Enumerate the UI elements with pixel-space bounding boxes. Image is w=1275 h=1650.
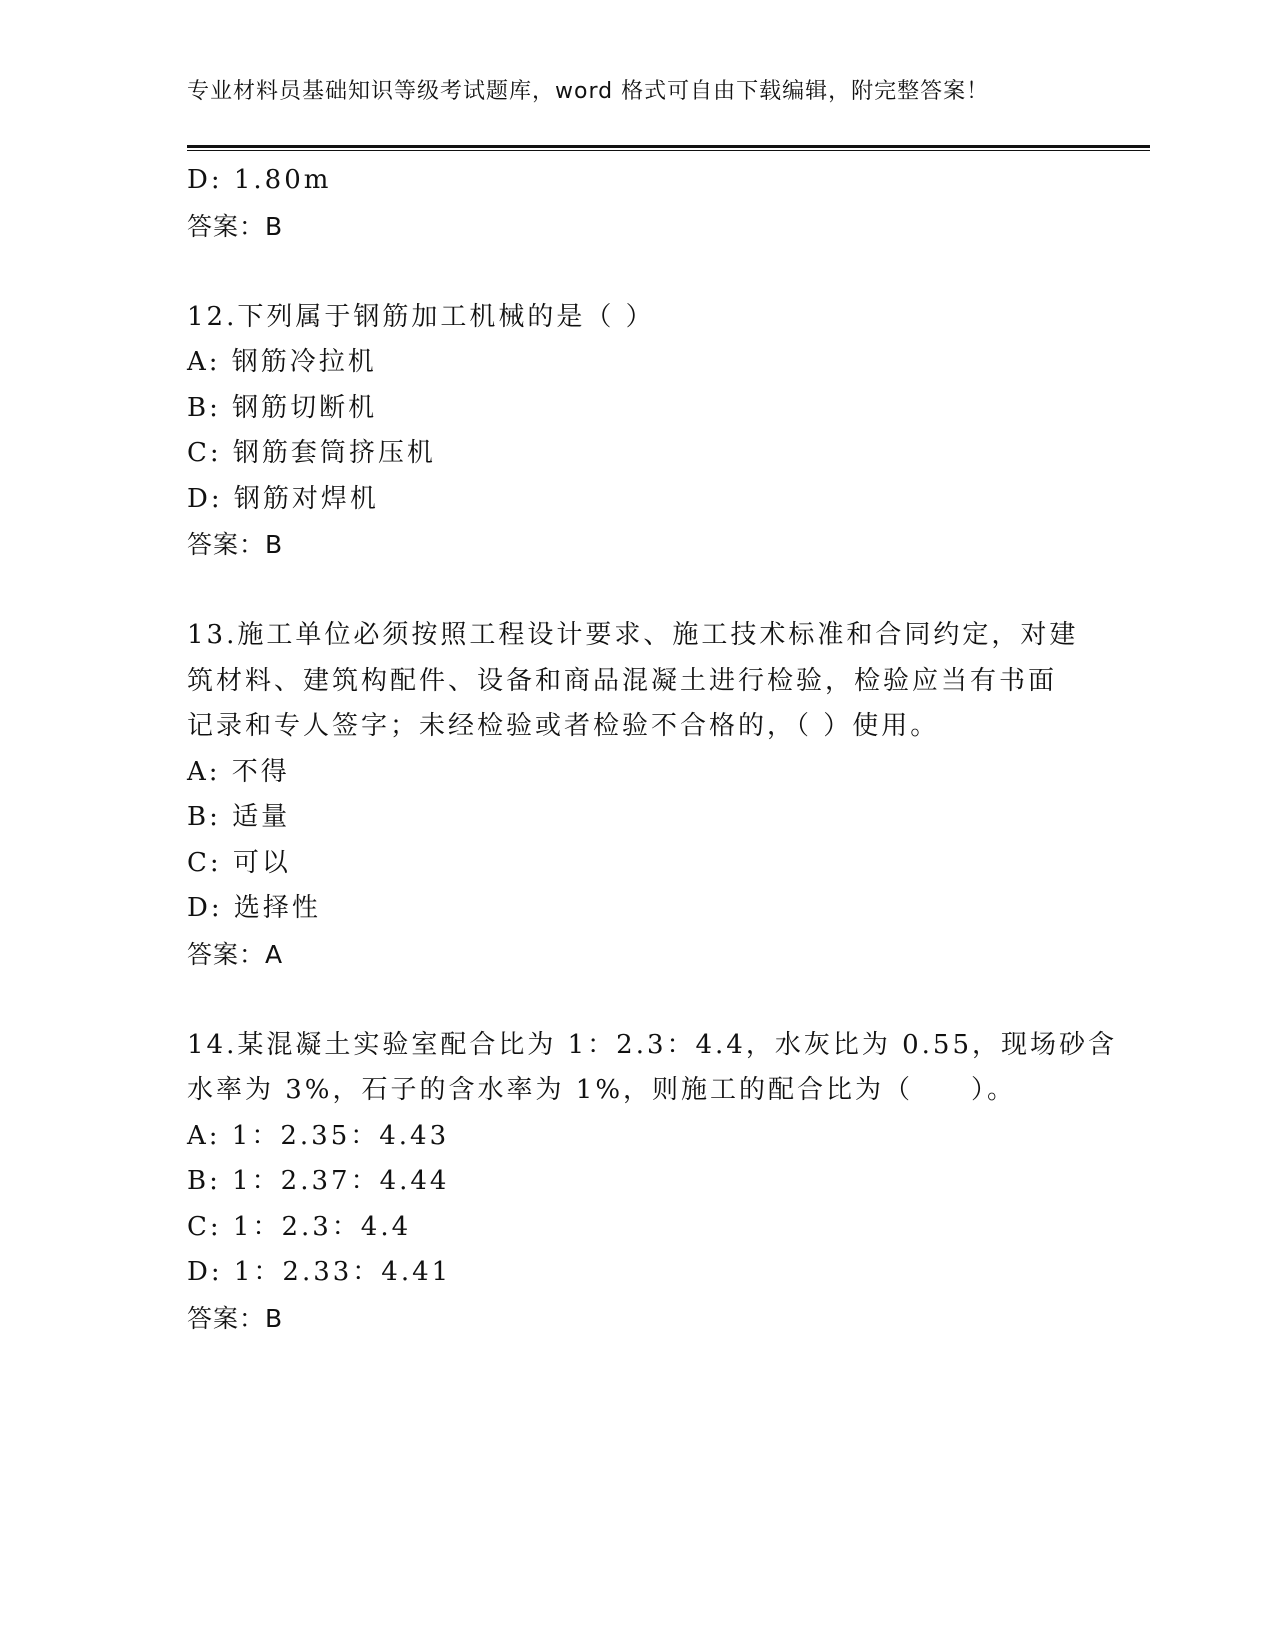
option-a: A: 不得 — [187, 756, 290, 787]
answer-line: 答案：B — [187, 530, 284, 559]
answer-line: 答案：B — [187, 211, 284, 241]
question-14 — [187, 1023, 1118, 1342]
answer-line: 答案：B — [187, 1303, 284, 1333]
option-d: D: 1.80m — [187, 165, 332, 195]
header-rule-thin — [187, 150, 1150, 151]
question-list — [187, 158, 1118, 1341]
question-stem: 13.施工单位必须按照工程设计要求、施工技术标准和合同约定，对建 — [187, 620, 1079, 650]
option-d: D: 1：2.33：4.41 — [187, 1257, 452, 1287]
page-header: 专业材料员基础知识等级考试题库，word 格式可自由下载编辑，附完整答案！ — [187, 79, 990, 104]
question-12 — [187, 295, 1087, 568]
header-rule-thick — [187, 145, 1150, 148]
option-c: C: 1：2.3：4.4 — [187, 1211, 412, 1242]
option-c: C: 可以 — [187, 847, 291, 878]
option-b: B: 钢筋切断机 — [187, 392, 378, 423]
question-13 — [187, 613, 1087, 977]
option-d: D: 钢筋对焊机 — [187, 483, 379, 514]
question-stem: 筑材料、建筑构配件、设备和商品混凝土进行检验，检验应当有书面 — [187, 665, 1058, 696]
option-c: C: 钢筋套筒挤压机 — [187, 438, 436, 468]
spacer — [187, 568, 1087, 614]
question-stem: 水率为 3%，石子的含水率为 1%，则施工的配合比为（ ）。 — [187, 1075, 1017, 1105]
spacer — [187, 249, 1087, 295]
option-b: B: 适量 — [187, 802, 291, 832]
question-stem: 12.下列属于钢筋加工机械的是（ ） — [187, 301, 655, 332]
spacer — [187, 977, 1087, 1023]
question-stem: 14.某混凝土实验室配合比为 1：2.3：4.4，水灰比为 0.55，现场砂含 — [187, 1029, 1118, 1060]
option-a: A: 钢筋冷拉机 — [187, 347, 377, 377]
option-b: B: 1：2.37：4.44 — [187, 1166, 450, 1196]
option-a: A: 1：2.35：4.43 — [187, 1120, 450, 1151]
answer-line: 答案：A — [187, 939, 284, 969]
question-stem: 记录和专人签字；未经检验或者检验不合格的，（ ）使用。 — [187, 711, 940, 741]
option-d: D: 选择性 — [187, 893, 321, 923]
